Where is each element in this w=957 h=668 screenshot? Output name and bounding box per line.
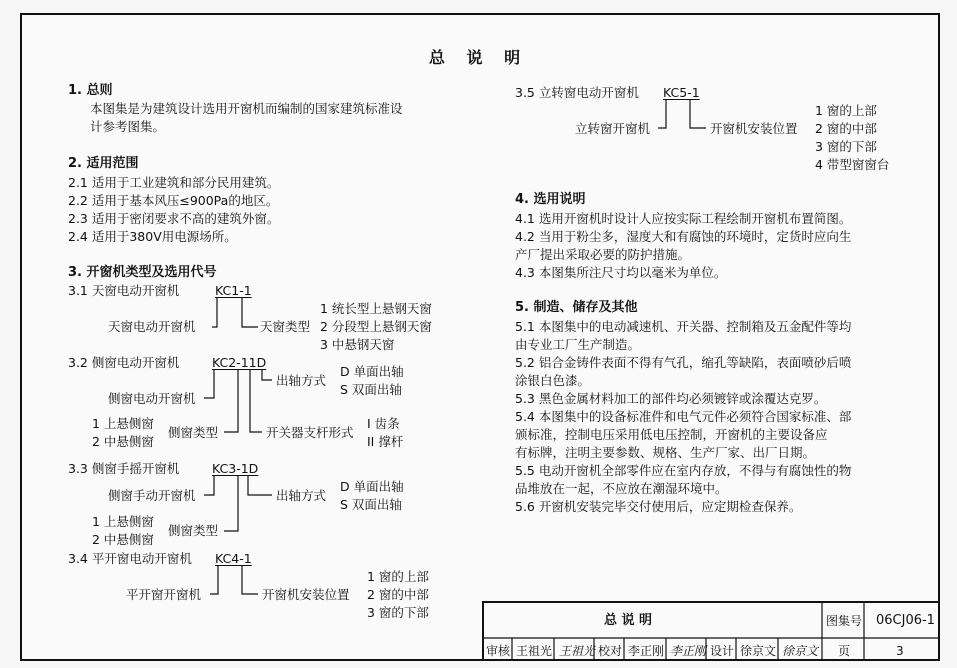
kc5-option: 1 窗的上部 (815, 103, 877, 118)
designer-name: 徐京文 (740, 644, 777, 658)
section-5-line: 涂银白色漆。 (515, 373, 591, 388)
section-5-line: 5.2 铝合金铸件表面不得有气孔，缩孔等缺陷，表面喷砂后喷 (515, 355, 852, 370)
kc5-name: 立转窗开窗机 (575, 121, 651, 136)
kc1-option: 2 分段型上悬钢天窗 (320, 319, 432, 334)
section-3-heading: 3. 开窗机类型及选用代号 (68, 265, 217, 280)
kc2-switch-option: II 撑杆 (367, 434, 404, 449)
kc4-name: 平开窗开窗机 (126, 587, 202, 602)
section-4-line: 4.1 选用开窗机时设计人应按实际工程绘制开窗机布置简图。 (515, 211, 852, 226)
kc2-window-option: 2 中悬侧窗 (92, 434, 154, 449)
kc2-title: 3.2 侧窗电动开窗机 (68, 355, 180, 370)
kc3-window-option: 1 上悬侧窗 (92, 514, 154, 529)
reviewer-name: 王祖光 (516, 644, 553, 658)
designer-signature: 徐京文 (782, 644, 819, 658)
section-5-line: 有标牌，注明主要参数、规格、生产厂家、出厂日期。 (515, 445, 816, 460)
title-block-title: 总 说 明 (604, 613, 653, 628)
section-2-item: 2.2 适用于基本风压≤900Pa的地区。 (68, 193, 279, 208)
page-number: 3 (896, 644, 904, 658)
review-label: 审核 (486, 644, 511, 658)
kc3-out-option: S 双面出轴 (340, 497, 402, 512)
kc3-out-label: 出轴方式 (276, 488, 327, 503)
kc2-out-label: 出轴方式 (276, 373, 327, 388)
section-4-line: 产厂提出采取必要的防护措施。 (515, 247, 691, 262)
checker-signature: 李正刚 (670, 644, 707, 658)
kc4-option: 3 窗的下部 (367, 605, 429, 620)
kc2-switch-option: I 齿条 (367, 416, 400, 431)
section-4-line: 4.3 本图集所注尺寸均以毫米为单位。 (515, 265, 727, 280)
section-5-line: 5.3 黑色金属材料加工的部件均必须镀锌或涂覆达克罗。 (515, 391, 827, 406)
kc5-position-label: 开窗机安装位置 (710, 121, 798, 136)
kc4-code: KC4-1 (215, 551, 252, 566)
section-2-heading: 2. 适用范围 (68, 156, 139, 171)
section-5-line: 5.6 开窗机安装完毕交付使用后，应定期检查保养。 (515, 499, 802, 514)
section-1-text: 计参考图集。 (90, 119, 166, 134)
kc4-option: 2 窗的中部 (367, 587, 429, 602)
checker-name: 李正刚 (628, 644, 665, 658)
kc3-window-option: 2 中悬侧窗 (92, 532, 154, 547)
section-1-heading: 1. 总则 (68, 83, 113, 98)
kc1-type-label: 天窗类型 (260, 319, 311, 334)
section-4-heading: 4. 选用说明 (515, 192, 586, 207)
section-2-item: 2.3 适用于密闭要求不高的建筑外窗。 (68, 211, 280, 226)
kc2-out-option: D 单面出轴 (340, 364, 404, 379)
section-5-line: 5.5 电动开窗机全部零件应在室内存放，不得与有腐蚀性的物 (515, 463, 852, 478)
section-2-item: 2.1 适用于工业建筑和部分民用建筑。 (68, 175, 280, 190)
atlas-number: 06CJ06-1 (876, 613, 935, 628)
kc2-window-option: 1 上悬侧窗 (92, 416, 154, 431)
kc1-title: 3.1 天窗电动开窗机 (68, 283, 180, 298)
kc1-option: 1 统长型上悬钢天窗 (320, 301, 432, 316)
section-5-line: 品堆放在一起，不应放在潮湿环境中。 (515, 481, 728, 496)
kc2-window-type: 侧窗类型 (168, 425, 219, 440)
kc3-out-option: D 单面出轴 (340, 479, 404, 494)
kc2-out-option: S 双面出轴 (340, 382, 402, 397)
section-5-line: 5.4 本图集中的设备标准件和电气元件必须符合国家标准、部 (515, 409, 852, 424)
section-5-line: 由专业工厂生产制造。 (515, 337, 641, 352)
page-title: 总 说 明 (428, 48, 529, 67)
kc2-switch-label: 开关器支杆形式 (266, 425, 354, 440)
kc2-code: KC2-11D (212, 355, 267, 370)
section-4-line: 4.2 当用于粉尘多，湿度大和有腐蚀的环境时，定货时应向生 (515, 229, 852, 244)
kc3-code: KC3-1D (212, 461, 259, 476)
design-label: 设计 (710, 644, 735, 658)
kc4-title: 3.4 平开窗电动开窗机 (68, 551, 192, 566)
title-block (482, 601, 940, 661)
section-5-line: 5.1 本图集中的电动减速机、开关器、控制箱及五金配件等均 (515, 319, 852, 334)
kc3-name: 侧窗手动开窗机 (108, 488, 196, 503)
kc5-code: KC5-1 (663, 85, 700, 100)
section-5-line: 颁标准，控制电压采用低电压控制，开窗机的主要设备应 (515, 427, 828, 442)
atlas-number-label: 图集号 (826, 614, 863, 628)
kc5-option: 3 窗的下部 (815, 139, 877, 154)
kc3-title: 3.3 侧窗手摇开窗机 (68, 461, 180, 476)
kc3-window-type: 侧窗类型 (168, 523, 219, 538)
kc4-position-label: 开窗机安装位置 (262, 587, 350, 602)
kc1-name: 天窗电动开窗机 (108, 319, 196, 334)
kc5-title: 3.5 立转窗电动开窗机 (515, 85, 639, 100)
section-5-heading: 5. 制造、储存及其他 (515, 300, 638, 315)
kc2-name: 侧窗电动开窗机 (108, 391, 196, 406)
kc5-option: 4 带型窗窗台 (815, 157, 890, 172)
check-label: 校对 (598, 644, 623, 658)
kc4-option: 1 窗的上部 (367, 569, 429, 584)
kc1-option: 3 中悬钢天窗 (320, 337, 395, 352)
section-2-item: 2.4 适用于380V用电源场所。 (68, 229, 237, 244)
kc5-option: 2 窗的中部 (815, 121, 877, 136)
kc1-code: KC1-1 (215, 283, 252, 298)
page-label: 页 (838, 644, 851, 658)
reviewer-signature: 王祖光 (559, 644, 596, 658)
section-1-text: 本图集是为建筑设计选用开窗机而编制的国家建筑标准设 (90, 101, 403, 116)
